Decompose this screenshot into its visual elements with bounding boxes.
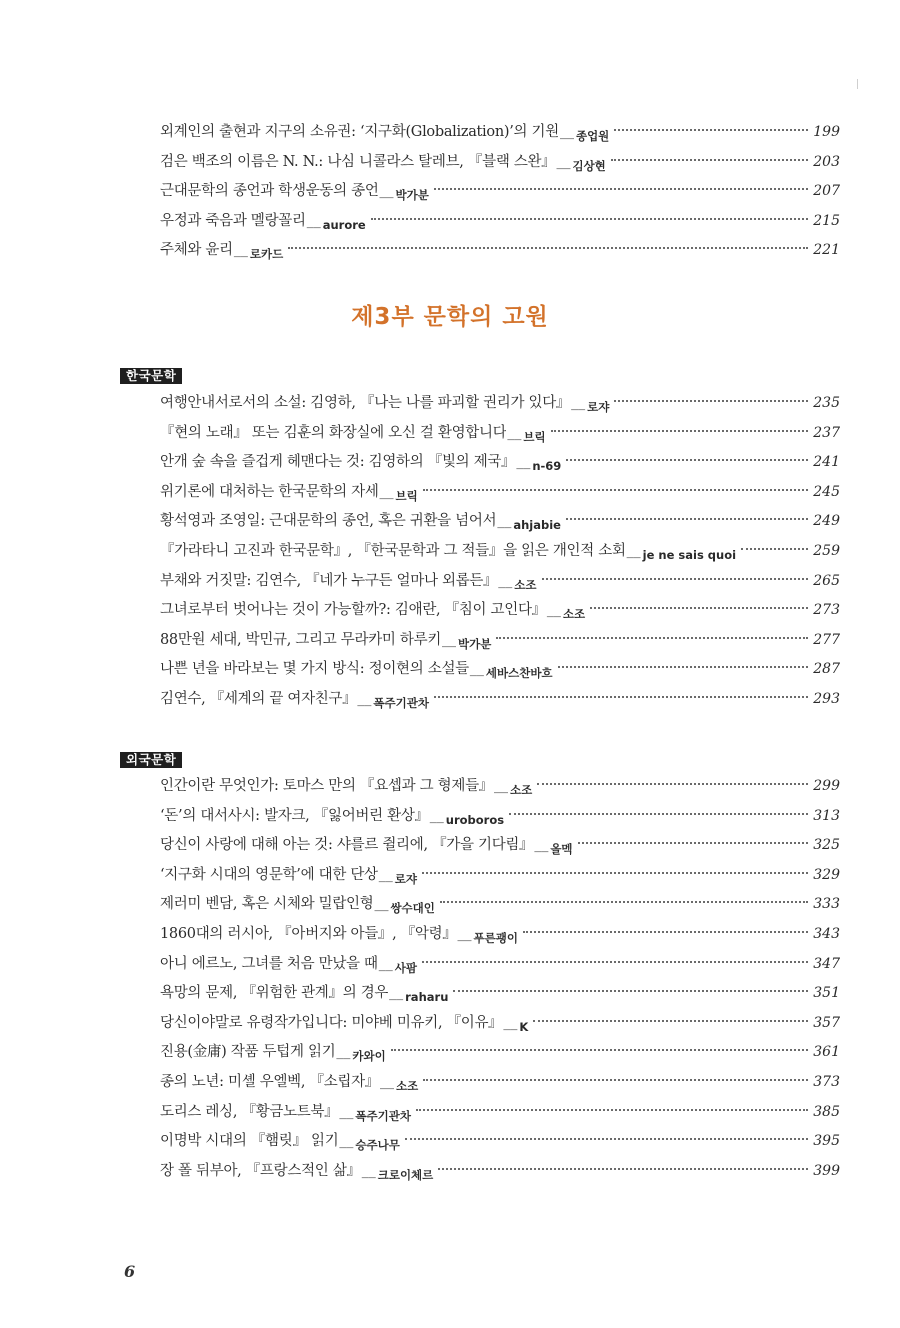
- toc-entry-author-separator: __: [469, 661, 484, 678]
- toc-dot-leader: [542, 578, 808, 580]
- toc-entry-author-separator: __: [378, 866, 393, 883]
- toc-dot-leader: [578, 842, 808, 844]
- toc-dot-leader: [391, 1049, 808, 1051]
- toc-entry: [160, 537, 840, 567]
- toc-entry-page-number: 333: [813, 896, 840, 913]
- toc-entry-author-separator: __: [233, 242, 248, 259]
- toc-dot-leader: [509, 813, 808, 815]
- toc-entry-author: 푸른괭이: [473, 930, 518, 945]
- toc-entry: [160, 1009, 840, 1039]
- toc-entry-title: 주체와 윤리: [160, 242, 233, 259]
- toc-entry-author-separator: __: [503, 1014, 518, 1031]
- toc-entry-title: 안개 숲 속을 즐겁게 헤맨다는 것: 김영하의 『빛의 제국』: [160, 454, 516, 471]
- toc-entry-title: ‘돈’의 대서사시: 발자크, 『잃어버린 환상』: [160, 807, 429, 824]
- toc-entry-title: 진용(金庸) 작품 두텁게 읽기: [160, 1044, 336, 1061]
- toc-dot-leader: [453, 990, 808, 992]
- toc-dot-leader: [558, 666, 808, 668]
- toc-entry-author: je ne sais quoi: [642, 547, 737, 562]
- toc-entry-author-separator: __: [457, 925, 472, 942]
- toc-entry-author-separator: __: [374, 896, 389, 913]
- toc-entry: [160, 979, 840, 1009]
- toc-entry-title: 위기론에 대처하는 한국문학의 자세: [160, 483, 379, 500]
- toc-entry-author-separator: __: [389, 985, 404, 1002]
- toc-dot-leader: [422, 961, 808, 963]
- toc-entry-author-separator: __: [306, 212, 321, 229]
- toc-entry-title: 여행안내서로서의 소설: 김영하, 『나는 나를 파괴할 권리가 있다』: [160, 395, 571, 411]
- toc-entry-title: 나쁜 년을 바라보는 몇 가지 방식: 정이현의 소설들: [160, 661, 469, 678]
- toc-entry-author: 종업원: [575, 129, 610, 143]
- toc-entry-title: 『가라타니 고진과 한국문학』, 『한국문학과 그 적들』을 읽은 개인적 소회: [160, 542, 626, 559]
- toc-entry-title: 장 폴 뒤부아, 『프랑스적인 삶』: [160, 1162, 361, 1179]
- toc-entry-page-number: 373: [813, 1073, 840, 1090]
- toc-entry: [160, 177, 840, 207]
- toc-entry: [160, 802, 840, 832]
- toc-dot-leader: [537, 783, 808, 785]
- toc-dot-leader: [434, 696, 808, 698]
- toc-dot-leader: [741, 548, 808, 550]
- toc-dot-leader: [611, 159, 808, 161]
- toc-entry-title: 그녀로부터 벗어나는 것이 가능할까?: 김애란, 『침이 고인다』: [160, 602, 546, 619]
- toc-entry: [160, 655, 840, 685]
- toc-entry: [160, 920, 840, 950]
- toc-entry-author: 박가분: [458, 636, 492, 651]
- toc-dot-leader: [438, 1168, 808, 1170]
- toc-entry: [160, 1157, 840, 1187]
- toc-entry-page-number: 241: [813, 454, 840, 471]
- toc-entry: [160, 236, 840, 266]
- toc-entry-author-separator: __: [626, 542, 641, 559]
- toc-entry-author-separator: __: [534, 837, 549, 854]
- toc-entry-author: 세바스찬바흐: [485, 666, 553, 681]
- toc-entry-page-number: 237: [813, 424, 840, 441]
- page-number: 6: [124, 1262, 136, 1281]
- toc-foreign-literature-list: [160, 772, 840, 1186]
- toc-entry-author: 폭주기관차: [373, 695, 429, 710]
- toc-entry-author-separator: __: [493, 778, 508, 794]
- toc-entry-author-separator: __: [516, 454, 531, 471]
- toc-entry-page-number: 199: [813, 124, 840, 140]
- toc-entry-author: 폭주기관차: [355, 1108, 411, 1123]
- toc-entry-page-number: 325: [813, 837, 840, 854]
- toc-entry-author-separator: __: [507, 424, 522, 441]
- toc-entry: [160, 1098, 840, 1128]
- toc-entry: [160, 861, 840, 891]
- toc-entry-page-number: 313: [813, 807, 840, 824]
- toc-dot-leader: [423, 489, 808, 491]
- toc-entry-author: 브릭: [395, 488, 418, 503]
- toc-entry-page-number: 245: [813, 483, 840, 500]
- toc-entry-title: 도리스 레싱, 『황금노트북』: [160, 1103, 339, 1120]
- toc-entry: [160, 389, 840, 419]
- toc-dot-leader: [422, 872, 808, 874]
- toc-entry-author-separator: __: [361, 1162, 376, 1179]
- toc-entry-page-number: 215: [813, 212, 840, 229]
- toc-entry-author: 김상현: [572, 158, 606, 173]
- toc-entry-title: 김연수, 『세계의 끝 여자친구』: [160, 690, 357, 707]
- toc-entry-title: 종의 노년: 미셸 우엘벡, 『소립자』: [160, 1073, 380, 1090]
- toc-entry-page-number: 265: [813, 572, 840, 589]
- toc-entry-author: ahjabie: [513, 518, 561, 533]
- toc-entry-author-separator: __: [357, 690, 372, 707]
- toc-dot-leader: [566, 459, 808, 461]
- toc-entry-author-separator: __: [429, 807, 444, 824]
- toc-entry-author: 소조: [514, 577, 537, 592]
- toc-entry-title: 제러미 벤담, 혹은 시체와 밀랍인형: [160, 896, 374, 913]
- toc-entry-author-separator: __: [546, 602, 561, 619]
- toc-entry-page-number: 361: [813, 1044, 840, 1061]
- toc-dot-leader: [416, 1109, 808, 1111]
- toc-entry-author-separator: __: [339, 1133, 354, 1150]
- toc-entry-title: 근대문학의 종언과 학생운동의 종언: [160, 183, 379, 200]
- toc-entry-page-number: 207: [813, 183, 840, 200]
- toc-dot-leader: [566, 518, 808, 520]
- toc-entry-author: 카와이: [352, 1049, 386, 1064]
- toc-entry: [160, 507, 840, 537]
- toc-entry-page-number: 277: [813, 631, 840, 648]
- toc-korean-literature-list: [160, 389, 840, 715]
- toc-entry-author: 올멕: [550, 842, 573, 857]
- toc-dot-leader: [533, 1020, 808, 1022]
- toc-entry-author: 로카드: [249, 247, 284, 262]
- toc-entry-title: 우정과 죽음과 멜랑꼴리: [160, 212, 306, 229]
- toc-entry: [160, 478, 840, 508]
- toc-entry-author-separator: __: [379, 483, 394, 500]
- toc-entry-page-number: 347: [813, 955, 840, 972]
- toc-entry: [160, 118, 840, 148]
- toc-entry: [160, 685, 840, 715]
- toc-entry-author: 로쟈: [394, 871, 417, 886]
- toc-entry-title: 황석영과 조영일: 근대문학의 종언, 혹은 귀환을 넘어서: [160, 513, 497, 530]
- toc-entry-author: aurore: [322, 217, 366, 232]
- toc-entry-author: uroboros: [445, 812, 505, 827]
- toc-entry-author: 사팜: [394, 960, 417, 975]
- toc-entry-author: 박가분: [395, 188, 429, 203]
- toc-dot-leader: [434, 188, 808, 190]
- toc-entry-author-separator: __: [442, 631, 457, 648]
- toc-entry: [160, 626, 840, 656]
- toc-entry-author-separator: __: [380, 1073, 395, 1090]
- toc-entry-author: 쌍수대인: [390, 901, 435, 916]
- toc-entry-page-number: 351: [813, 985, 840, 1002]
- toc-dot-leader: [590, 607, 808, 609]
- toc-entry-title: 검은 백조의 이름은 N. N.: 나심 니콜라스 탈레브, 『블랙 스완』: [160, 153, 556, 170]
- toc-dot-leader: [405, 1138, 808, 1140]
- part-title: 제3부 문학의 고원: [351, 304, 549, 330]
- toc-entry-author-separator: __: [556, 153, 571, 170]
- toc-entry-author: 로쟈: [587, 400, 610, 414]
- toc-entry-author: K: [519, 1019, 529, 1034]
- toc-entry-page-number: 343: [813, 925, 840, 942]
- toc-entry-title: ‘지구화 시대의 영문학’에 대한 단상: [160, 866, 378, 883]
- toc-entry: [160, 772, 840, 802]
- toc-entry-author-separator: __: [497, 513, 512, 530]
- toc-dot-leader: [288, 247, 808, 249]
- toc-entry-page-number: 203: [813, 153, 840, 170]
- toc-dot-leader: [551, 430, 808, 432]
- toc-dot-leader: [371, 218, 808, 220]
- toc-entry: [160, 1038, 840, 1068]
- toc-entry-page-number: 399: [813, 1162, 840, 1179]
- toc-continued-list: [160, 118, 840, 266]
- toc-dot-leader: [423, 1079, 808, 1081]
- toc-entry-title: 88만원 세대, 박민규, 그리고 무라카미 하루키: [160, 631, 442, 648]
- toc-entry-author: n-69: [532, 459, 562, 474]
- toc-entry: [160, 596, 840, 626]
- toc-entry-author-separator: __: [378, 955, 393, 972]
- toc-entry: [160, 207, 840, 237]
- section-label-foreign-literature: 외국문학: [120, 752, 182, 768]
- toc-entry-author-separator: __: [571, 395, 586, 411]
- toc-entry-title: 욕망의 문제, 『위험한 관계』의 경우: [160, 985, 389, 1002]
- toc-entry-author: 소조: [396, 1078, 419, 1093]
- toc-entry-author-separator: __: [339, 1103, 354, 1120]
- toc-entry-page-number: 299: [813, 778, 840, 794]
- toc-entry-page-number: 357: [813, 1014, 840, 1031]
- toc-entry-title: 1860대의 러시아, 『아버지와 아들』, 『악령』: [160, 925, 457, 942]
- toc-entry-author: 승주나무: [355, 1138, 400, 1153]
- toc-entry: [160, 890, 840, 920]
- toc-entry-title: 당신이야말로 유령작가입니다: 미야베 미유키, 『이유』: [160, 1014, 503, 1031]
- toc-entry-author: 소조: [509, 783, 533, 797]
- toc-entry-author-separator: __: [379, 183, 394, 200]
- toc-entry-author-separator: __: [336, 1044, 351, 1061]
- toc-entry-title: 인간이란 무엇인가: 토마스 만의 『요셉과 그 형제들』: [160, 778, 493, 794]
- toc-entry: [160, 1127, 840, 1157]
- toc-entry: [160, 419, 840, 449]
- toc-entry-page-number: 273: [813, 602, 840, 619]
- toc-entry-page-number: 293: [813, 690, 840, 707]
- toc-entry-title: 당신이 사랑에 대해 아는 것: 샤를르 쥘리에, 『가을 기다림』: [160, 837, 534, 854]
- toc-entry: [160, 1068, 840, 1098]
- toc-entry-page-number: 287: [813, 661, 840, 678]
- toc-entry: [160, 950, 840, 980]
- section-label-korean-literature: 한국문학: [120, 368, 182, 384]
- toc-dot-leader: [614, 400, 808, 402]
- toc-entry-title: 외계인의 출현과 지구의 소유권: ‘지구화(Globalization)’의 기원: [160, 124, 559, 140]
- toc-entry-page-number: 259: [813, 542, 840, 559]
- toc-dot-leader: [614, 129, 808, 131]
- crop-mark: [857, 79, 858, 89]
- toc-entry-page-number: 329: [813, 866, 840, 883]
- toc-entry-title: 이명박 시대의 『햄릿』 읽기: [160, 1133, 339, 1150]
- toc-entry-page-number: 235: [813, 395, 840, 411]
- toc-entry-author: 크로이체르: [377, 1167, 434, 1182]
- toc-entry-author: 브릭: [523, 429, 546, 444]
- toc-entry-author: 소조: [562, 607, 586, 622]
- toc-entry-page-number: 221: [813, 242, 840, 259]
- toc-entry: [160, 148, 840, 178]
- toc-entry-page-number: 395: [813, 1133, 840, 1150]
- toc-entry: [160, 831, 840, 861]
- toc-entry-author-separator: __: [559, 124, 574, 140]
- toc-dot-leader: [496, 637, 808, 639]
- toc-entry-title: 부채와 거짓말: 김연수, 『네가 누구든 얼마나 외롭든』: [160, 572, 498, 589]
- toc-entry-title: 『현의 노래』 또는 김훈의 화장실에 오신 걸 환영합니다: [160, 424, 507, 441]
- toc-dot-leader: [440, 901, 808, 903]
- toc-entry-author-separator: __: [498, 572, 513, 589]
- toc-entry-author: raharu: [405, 990, 449, 1005]
- toc-entry: [160, 448, 840, 478]
- toc-entry-page-number: 385: [813, 1103, 840, 1120]
- toc-entry: [160, 567, 840, 597]
- toc-entry-title: 아니 에르노, 그녀를 처음 만났을 때: [160, 955, 378, 972]
- toc-dot-leader: [523, 931, 808, 933]
- toc-entry-page-number: 249: [813, 513, 840, 530]
